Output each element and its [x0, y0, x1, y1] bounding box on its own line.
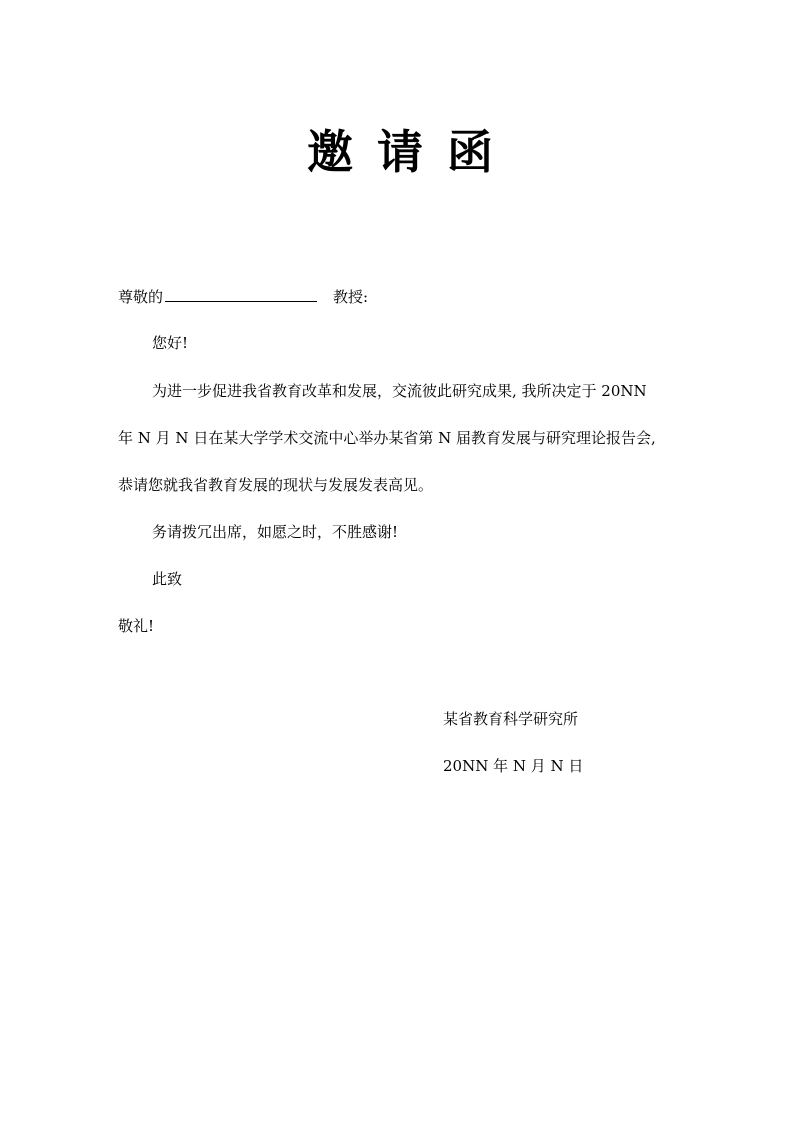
letter-title: 邀请函 [307, 125, 517, 179]
greeting-text: 您好! [152, 334, 189, 352]
signature-date: 20NN 年 N 月 N 日 [443, 757, 584, 775]
request-text: 务请拨冗出席，如愿之时，不胜感谢! [152, 523, 399, 541]
closing-text-1: 此致 [152, 570, 183, 588]
body-line-1: 为进一步促进我省教育改革和发展，交流彼此研究成果, 我所决定于 20NN [152, 382, 647, 400]
salutation-prefix: 尊敬的 [118, 288, 164, 306]
body-line-2: 年 N 月 N 日在某大学学术交流中心举办某省第 N 届教育发展与研究理论报告会, [118, 429, 656, 447]
signature-organization: 某省教育科学研究所 [443, 710, 579, 728]
salutation-suffix: 教授: [333, 288, 369, 306]
recipient-name-blank [165, 287, 317, 302]
closing-text-2: 敬礼! [118, 617, 155, 635]
body-line-3: 恭请您就我省教育发展的现状与发展发表高见。 [118, 476, 434, 494]
salutation-line [118, 287, 368, 307]
